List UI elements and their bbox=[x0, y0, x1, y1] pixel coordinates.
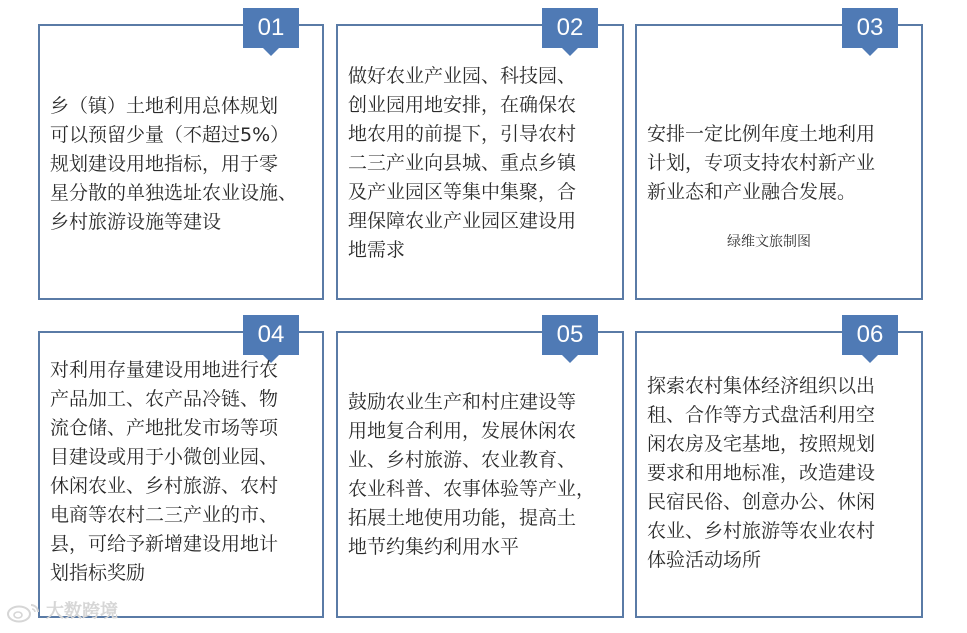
watermark bbox=[6, 596, 118, 628]
card-text: 对利用存量建设用地进行农 产品加工、农产品冷链、物 流仓储、产地批发市场等项 目建设或用于小微创业园、 休闲农业、乡村旅游、农村 电商等农村二三产业的市、 县，可给予新增建设用地计 划指标奖励 bbox=[50, 359, 279, 584]
card-number-badge: 03 bbox=[842, 8, 898, 48]
watermark-text: 大数跨境 bbox=[46, 601, 118, 622]
card-text: 乡（镇）土地利用总体规划 可以预留少量（不超过5%） 规划建设用地指标，用于零 星分散的单独选址农业设施、 乡村旅游设施等建设 bbox=[50, 95, 298, 233]
card-number-badge: 02 bbox=[542, 8, 598, 48]
card-number-badge: 05 bbox=[542, 315, 598, 355]
figure-caption: 绿维文旅制图 bbox=[727, 234, 811, 250]
card-text: 鼓励农业生产和村庄建设等 用地复合利用，发展休闲农 业、乡村旅游、农业教育、 农业科普、农事体验等产业， 拓展土地使用功能，提高土 地节约集约利用水平 bbox=[348, 391, 596, 558]
card-text: 做好农业产业园、科技园、 创业园用地安排，在确保农 地农用的前提下，引导农村 二三产业向县城、重点乡镇 及产业园区等集中集聚，合 理保障农业产业园区建设用 地需求 bbox=[348, 65, 577, 261]
weibo-icon bbox=[6, 601, 42, 623]
card-number-badge: 06 bbox=[842, 315, 898, 355]
card-number-badge: 01 bbox=[243, 8, 299, 48]
card-text: 安排一定比例年度土地利用 计划，专项支持农村新产业 新业态和产业融合发展。 bbox=[647, 123, 876, 203]
card-text: 探索农村集体经济组织以出 租、合作等方式盘活利用空 闲农房及宅基地，按照规划 要求和用地标准，改造建设 民宿民俗、创意办公、休闲 农业、乡村旅游等农业农村 体验活动场所 bbox=[647, 375, 876, 571]
card-number-badge: 04 bbox=[243, 315, 299, 355]
